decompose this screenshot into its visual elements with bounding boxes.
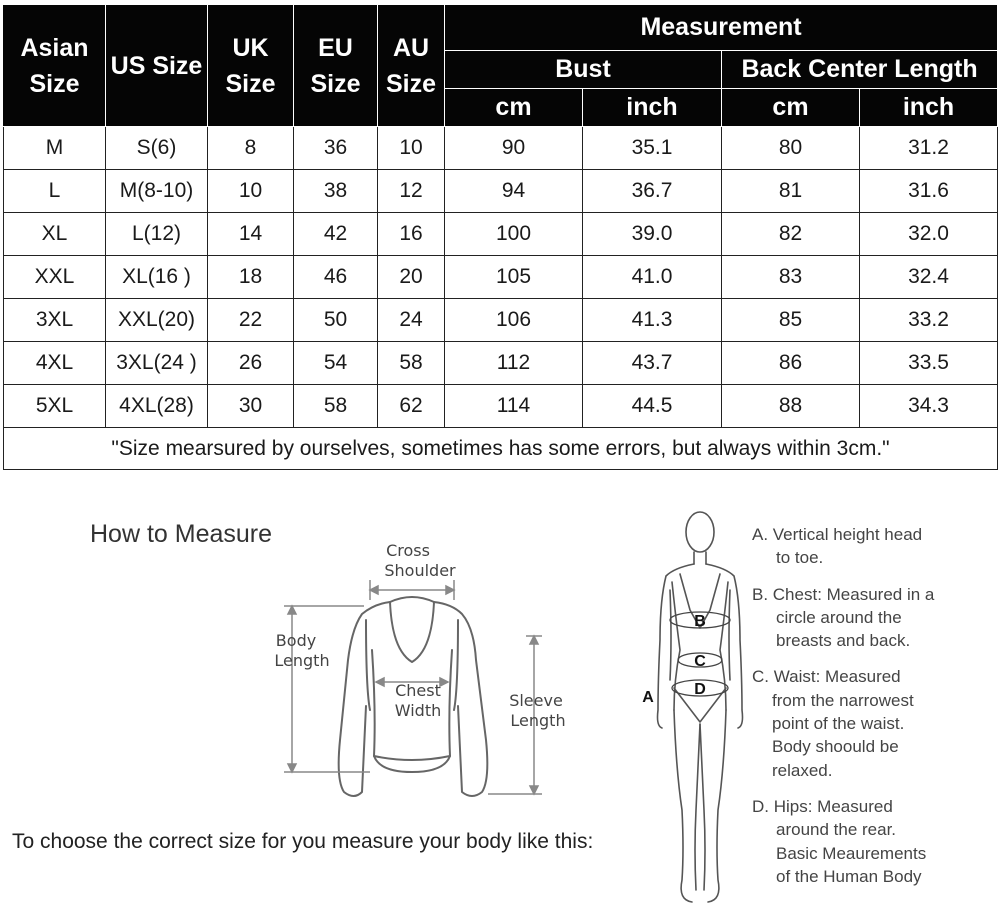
table-cell: 4XL(28) (106, 385, 208, 428)
table-cell: 26 (208, 342, 294, 385)
legend-line: D. Hips: Measured (752, 796, 893, 816)
size-chart-table (3, 4, 998, 470)
table-cell: 58 (294, 385, 378, 428)
table-cell: 32.4 (860, 256, 998, 299)
table-cell: 14 (208, 213, 294, 256)
header-uk-size: UK Size (208, 5, 294, 127)
header-back-cm: cm (722, 89, 860, 127)
table-cell: 81 (722, 170, 860, 213)
measure-guide (0, 485, 1000, 923)
table-cell: 36.7 (583, 170, 722, 213)
shirt-diagram (262, 510, 582, 810)
table-cell: 54 (294, 342, 378, 385)
table-cell: 10 (208, 170, 294, 213)
table-cell: 31.2 (860, 127, 998, 170)
table-cell: 112 (445, 342, 583, 385)
table-cell: L (4, 170, 106, 213)
table-cell: 5XL (4, 385, 106, 428)
header-asian-size: Asian Size (4, 5, 106, 127)
table-cell: 18 (208, 256, 294, 299)
choose-size-instruction: To choose the correct size for you measure your body like this: (12, 830, 594, 853)
table-cell: 32.0 (860, 213, 998, 256)
table-cell: 44.5 (583, 385, 722, 428)
legend-line: from the narrowest (772, 690, 914, 710)
table-cell: M (4, 127, 106, 170)
table-cell: 35.1 (583, 127, 722, 170)
guide-title: How to Measure (90, 520, 273, 548)
legend-line: to toe. (776, 548, 824, 568)
table-cell: 50 (294, 299, 378, 342)
label-sleeve: Sleeve (509, 691, 563, 710)
table-cell: 12 (378, 170, 445, 213)
table-cell: 34.3 (860, 385, 998, 428)
table-cell: 43.7 (583, 342, 722, 385)
legend-line: Body shoould be (772, 737, 899, 757)
table-cell: 86 (722, 342, 860, 385)
table-cell: L(12) (106, 213, 208, 256)
table-cell: 82 (722, 213, 860, 256)
header-bust: Bust (445, 51, 722, 89)
header-back-center-length: Back Center Length (722, 51, 998, 89)
table-cell: 83 (722, 256, 860, 299)
table-cell: 105 (445, 256, 583, 299)
label-chest: Chest (395, 681, 441, 700)
table-cell: 3XL (4, 299, 106, 342)
legend-item-c (752, 665, 992, 781)
table-cell: 88 (722, 385, 860, 428)
header-bust-cm: cm (445, 89, 583, 127)
legend-line: C. Waist: Measured (752, 667, 901, 687)
legend-line: relaxed. (772, 760, 833, 780)
table-cell: 22 (208, 299, 294, 342)
label-body: Body (275, 631, 317, 650)
measurement-legend (752, 523, 992, 901)
header-measurement: Measurement (445, 5, 998, 51)
table-cell: 8 (208, 127, 294, 170)
table-cell: 41.3 (583, 299, 722, 342)
label-cross: Cross (386, 541, 430, 560)
table-cell: 58 (378, 342, 445, 385)
header-bust-inch: inch (583, 89, 722, 127)
table-cell: 80 (722, 127, 860, 170)
header-back-inch: inch (860, 89, 998, 127)
table-row (4, 299, 998, 342)
table-cell: 42 (294, 213, 378, 256)
table-row (4, 170, 998, 213)
marker-d: D (694, 681, 706, 698)
legend-line: circle around the (776, 607, 902, 627)
table-cell: 16 (378, 213, 445, 256)
table-cell: 24 (378, 299, 445, 342)
table-cell: XL(16 ) (106, 256, 208, 299)
header-us-size: US Size (106, 5, 208, 127)
label-body-length: Length (274, 651, 330, 670)
body-figure-diagram (630, 510, 750, 920)
table-cell: 33.5 (860, 342, 998, 385)
header-au-size: AU Size (378, 5, 445, 127)
table-cell: 90 (445, 127, 583, 170)
legend-line: breasts and back. (776, 631, 911, 651)
table-cell: 31.6 (860, 170, 998, 213)
table-cell: XXL (4, 256, 106, 299)
legend-line: around the rear. (776, 820, 897, 840)
table-cell: 3XL(24 ) (106, 342, 208, 385)
table-cell: 36 (294, 127, 378, 170)
table-cell: 39.0 (583, 213, 722, 256)
legend-line: A. Vertical height head (752, 525, 923, 544)
table-cell: 62 (378, 385, 445, 428)
table-cell: 30 (208, 385, 294, 428)
table-row (4, 342, 998, 385)
marker-c: C (694, 653, 706, 670)
label-sleeve-length: Length (510, 711, 566, 730)
marker-b: B (694, 613, 706, 630)
table-cell: 106 (445, 299, 583, 342)
table-cell: 85 (722, 299, 860, 342)
table-cell: M(8-10) (106, 170, 208, 213)
legend-item-b (752, 583, 992, 653)
label-chest-width: Width (394, 701, 442, 720)
legend-item-d (752, 795, 992, 888)
table-cell: 38 (294, 170, 378, 213)
legend-line: of the Human Body (776, 866, 922, 886)
table-cell: 41.0 (583, 256, 722, 299)
header-eu-size: EU Size (294, 5, 378, 127)
legend-item-a (752, 523, 992, 570)
table-row (4, 213, 998, 256)
table-cell: 114 (445, 385, 583, 428)
label-shoulder: Shoulder (384, 561, 456, 580)
table-cell: XXL(20) (106, 299, 208, 342)
table-cell: 100 (445, 213, 583, 256)
table-row (4, 385, 998, 428)
table-row (4, 127, 998, 170)
table-cell: 33.2 (860, 299, 998, 342)
table-cell: 20 (378, 256, 445, 299)
legend-line: Basic Meaurements (776, 843, 927, 863)
legend-line: point of the waist. (772, 714, 905, 734)
table-cell: 4XL (4, 342, 106, 385)
legend-line: B. Chest: Measured in a (752, 584, 935, 604)
table-cell: 46 (294, 256, 378, 299)
measurement-note: "Size mearsured by ourselves, sometimes has some errors, but always within 3cm." (4, 428, 998, 470)
table-cell: 94 (445, 170, 583, 213)
table-row (4, 256, 998, 299)
table-cell: XL (4, 213, 106, 256)
table-cell: S(6) (106, 127, 208, 170)
table-cell: 10 (378, 127, 445, 170)
marker-a: A (642, 689, 654, 706)
